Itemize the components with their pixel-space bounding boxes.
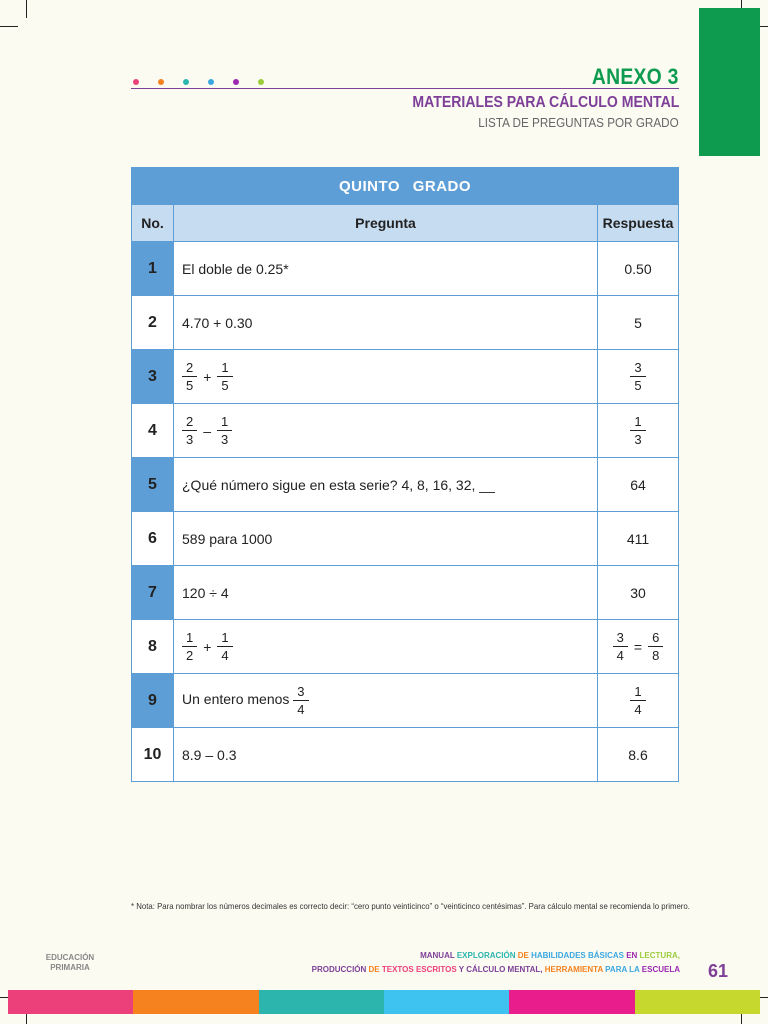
table-row [132, 674, 679, 728]
color-dot [258, 79, 264, 85]
footer-word: DE [368, 965, 382, 974]
numerator: 3 [293, 685, 308, 701]
numerator: 3 [630, 361, 645, 377]
row-number: 5 [132, 458, 174, 512]
education-line: EDUCACIÓN [45, 953, 95, 962]
fraction [182, 361, 197, 392]
footnote: * Nota: Para nombrar los números decimales es correcto decir: “cero punto veinticinco” o “veinticinco centésimas”. Para cálculo mental se recomienda lo primero. [131, 901, 690, 911]
operator: = [633, 638, 643, 655]
table-row [132, 404, 679, 458]
numerator: 6 [648, 631, 663, 647]
answer-cell: 0.50 [598, 242, 679, 296]
footer-line-2 [312, 965, 680, 974]
denominator: 5 [634, 378, 642, 393]
lista-subtitle: LISTA DE PREGUNTAS POR GRADO [478, 115, 679, 130]
fraction [217, 361, 232, 392]
numerator: 1 [217, 631, 232, 647]
color-dot [158, 79, 164, 85]
denominator: 4 [616, 648, 624, 663]
bar-segment [8, 990, 133, 1014]
header-pregunta: Pregunta [174, 205, 598, 242]
operator: + [203, 638, 212, 655]
denominator: 4 [634, 702, 642, 717]
fraction [217, 631, 232, 662]
crop-mark [0, 26, 18, 27]
table-row [132, 242, 679, 296]
numerator: 1 [217, 415, 232, 431]
operator: – [203, 422, 212, 439]
row-number: 9 [132, 674, 174, 728]
question-cell [174, 404, 598, 458]
question-cell: 589 para 1000 [174, 512, 598, 566]
table-title: QUINTO GRADO [132, 168, 679, 205]
denominator: 3 [634, 432, 642, 447]
denominator: 5 [221, 378, 229, 393]
numerator: 1 [182, 631, 197, 647]
denominator: 8 [652, 648, 660, 663]
table-row [132, 512, 679, 566]
fraction [630, 415, 645, 446]
color-dot [133, 79, 139, 85]
table-row [132, 458, 679, 512]
page-number: 61 [708, 961, 729, 981]
question-cell: 4.70 + 0.30 [174, 296, 598, 350]
education-label [40, 953, 100, 973]
answer-cell: 64 [598, 458, 679, 512]
anexo-title: ANEXO 3 [592, 64, 679, 89]
row-number: 7 [132, 566, 174, 620]
table-row [132, 566, 679, 620]
denominator: 4 [221, 648, 229, 663]
numerator: 3 [613, 631, 628, 647]
footer-line-1 [420, 951, 680, 960]
answer-cell [598, 620, 679, 674]
denominator: 4 [297, 702, 305, 717]
row-number: 1 [132, 242, 174, 296]
numerator: 2 [182, 415, 197, 431]
fraction [182, 631, 197, 662]
footer-word: PRODUCCIÓN [311, 965, 369, 974]
bar-segment [133, 990, 258, 1014]
question-cell: 120 ÷ 4 [174, 566, 598, 620]
footer-word: CÁLCULO MENTAL, [466, 965, 545, 974]
fraction [630, 685, 645, 716]
row-number: 3 [132, 350, 174, 404]
denominator: 5 [186, 378, 194, 393]
header-respuesta: Respuesta [598, 205, 679, 242]
numerator: 2 [182, 361, 197, 377]
question-text: Un entero menos [182, 691, 290, 708]
question-cell [174, 350, 598, 404]
fraction [630, 361, 645, 392]
color-dot [233, 79, 239, 85]
answer-cell [598, 350, 679, 404]
primaria-line: PRIMARIA [50, 963, 90, 972]
table-row [132, 350, 679, 404]
denominator: 2 [186, 648, 194, 663]
fraction [182, 415, 197, 446]
footer-word: EXPLORACIÓN [456, 951, 518, 960]
row-number: 2 [132, 296, 174, 350]
operator: + [203, 368, 212, 385]
answer-cell [598, 674, 679, 728]
denominator: 3 [221, 432, 229, 447]
row-number: 10 [132, 728, 174, 782]
answer-cell: 411 [598, 512, 679, 566]
color-dot [208, 79, 214, 85]
header-no: No. [132, 205, 174, 242]
question-cell: ¿Qué número sigue en esta serie? 4, 8, 16, 32, __ [174, 458, 598, 512]
footer-word: ESCUELA [641, 965, 680, 974]
answer-cell: 5 [598, 296, 679, 350]
numerator: 1 [630, 685, 645, 701]
green-corner-tab [699, 8, 760, 156]
table-row [132, 296, 679, 350]
footer-word: HERRAMIENTA [544, 965, 606, 974]
bar-segment [259, 990, 384, 1014]
question-cell [174, 674, 598, 728]
row-number: 8 [132, 620, 174, 674]
footer-word: MANUAL [420, 951, 457, 960]
question-cell: El doble de 0.25* [174, 242, 598, 296]
bar-segment [384, 990, 509, 1014]
questions-table [131, 167, 679, 782]
fraction [217, 415, 232, 446]
answer-cell [598, 404, 679, 458]
numerator: 1 [630, 415, 645, 431]
footer-word: EN [626, 951, 640, 960]
bar-segment [635, 990, 760, 1014]
answer-cell: 8.6 [598, 728, 679, 782]
bottom-color-bar [8, 990, 760, 1014]
footer-word: HABILIDADES BÁSICAS [531, 951, 627, 960]
row-number: 6 [132, 512, 174, 566]
question-cell: 8.9 – 0.3 [174, 728, 598, 782]
footer-word: TEXTOS ESCRITOS [381, 965, 459, 974]
table-row [132, 620, 679, 674]
footer-word: LECTURA, [639, 951, 680, 960]
footer-word: DE [517, 951, 532, 960]
bar-segment [509, 990, 634, 1014]
answer-cell: 30 [598, 566, 679, 620]
fraction [648, 631, 663, 662]
materiales-subtitle: MATERIALES PARA CÁLCULO MENTAL [412, 94, 679, 111]
footer-word: Y [458, 965, 467, 974]
fraction [293, 685, 308, 716]
color-dot [183, 79, 189, 85]
footer-word: PARA LA [605, 965, 642, 974]
crop-mark [26, 0, 27, 18]
fraction [613, 631, 628, 662]
color-dots [133, 79, 264, 85]
table-row [132, 728, 679, 782]
question-cell [174, 620, 598, 674]
numerator: 1 [217, 361, 232, 377]
denominator: 3 [186, 432, 194, 447]
row-number: 4 [132, 404, 174, 458]
